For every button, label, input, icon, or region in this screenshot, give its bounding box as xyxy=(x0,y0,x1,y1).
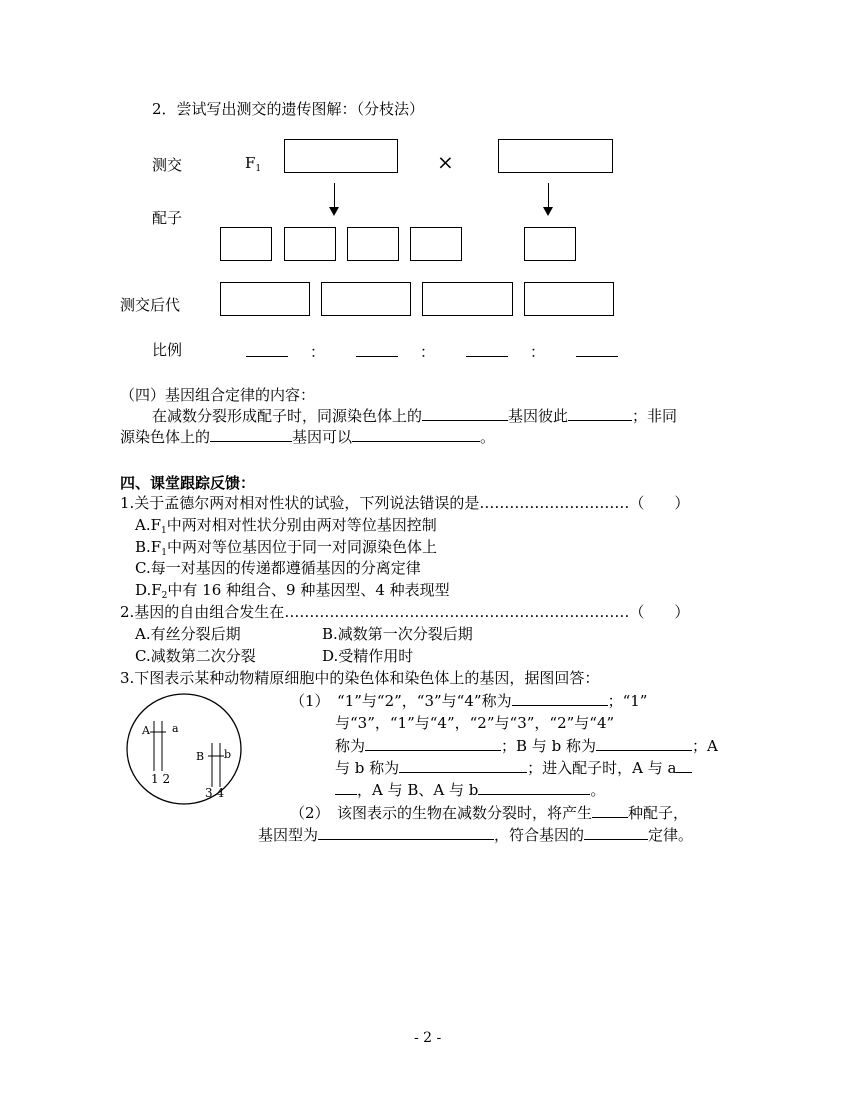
section4-blank-2[interactable] xyxy=(568,405,632,421)
ratio-colon-1: ： xyxy=(310,343,326,361)
page-number: - 2 - xyxy=(414,1030,442,1046)
q3-blank-5a[interactable] xyxy=(676,757,692,773)
q1-d-text: 中有 16 种组合、9 种基因型、4 种表现型 xyxy=(167,581,450,599)
diagram-label-B: B xyxy=(196,750,205,763)
q3-p1-line3-text-b: ；B 与 b 称为 xyxy=(501,737,596,755)
q3-blank-2[interactable] xyxy=(365,735,501,751)
offspring-box-1[interactable] xyxy=(220,282,310,316)
offspring-box-4[interactable] xyxy=(524,282,614,316)
q3-p1-line3 xyxy=(335,735,718,756)
q3-p1-line5 xyxy=(335,779,605,800)
q3-p2-line2-text-b: ，符合基因的 xyxy=(494,826,585,844)
cross-sign: × xyxy=(437,150,454,174)
q1-b-prefix: B.F xyxy=(135,538,162,556)
q1-d-subscript: 2 xyxy=(161,591,168,601)
gamete-box-1[interactable] xyxy=(220,227,272,261)
diagram-label-34: 3 4 xyxy=(205,786,225,800)
row-label-offspring: 测交后代 xyxy=(120,296,181,314)
section2-heading: 2．尝试写出测交的遗传图解：（分枝法） xyxy=(152,100,425,118)
q3-p1-line1-text-a: （1） “1”与“2”，“3”与“4”称为 xyxy=(290,692,512,710)
q3-p2-line2 xyxy=(258,824,693,845)
q1-b-text: 中两对等位基因位于同一对同源染色体上 xyxy=(166,538,437,556)
ratio-colon-2: ： xyxy=(420,343,436,361)
ratio-blank-3[interactable] xyxy=(466,355,508,357)
section4-heading: （四）基因组合定律的内容： xyxy=(120,386,316,404)
diagram-label-A: A xyxy=(142,724,150,737)
f1-subscript: 1 xyxy=(255,164,262,174)
q3-blank-3[interactable] xyxy=(596,735,692,751)
q1-d-prefix: D.F xyxy=(135,581,162,599)
q2-option-b[interactable]: B.减数第一次分裂后期 xyxy=(322,625,473,643)
q3-p1-line3-text-a: 称为 xyxy=(335,737,366,755)
q3-blank-8[interactable] xyxy=(318,824,494,840)
q1-a-subscript: 1 xyxy=(161,526,167,536)
q2-stem: 2.基因的自由组合发生在……………………………………………………………（ ） xyxy=(120,603,690,621)
gamete-box-5[interactable] xyxy=(524,227,576,261)
arrow-right-head xyxy=(543,207,553,216)
section4-blank-3[interactable] xyxy=(210,426,292,442)
q3-blank-5b[interactable] xyxy=(335,779,357,795)
offspring-box-3[interactable] xyxy=(422,282,513,316)
q1-option-b[interactable] xyxy=(135,536,437,557)
section4-line2-text-a: 源染色体上的 xyxy=(120,428,211,446)
section4-line1-text-b: 基因彼此 xyxy=(508,407,569,425)
section4-blank-1[interactable] xyxy=(422,405,508,421)
diagram-label-12: 1 2 xyxy=(151,772,171,786)
f1-genotype-box-left[interactable] xyxy=(284,139,398,173)
f1-label xyxy=(245,154,261,172)
q3-p2-line2-text-a: 基因型为 xyxy=(258,826,319,844)
q3-p1-line5-text-b: 。 xyxy=(590,781,606,799)
row-label-ratio: 比例 xyxy=(152,341,183,359)
q3-p1-line1-text-b: ；“1” xyxy=(607,692,648,710)
section4-line1-text-a: 在减数分裂形成配子时，同源染色体上的 xyxy=(152,407,423,425)
f1-text: F xyxy=(245,154,256,172)
offspring-box-2[interactable] xyxy=(321,282,411,316)
q1-option-d[interactable] xyxy=(135,579,450,600)
ratio-colon-3: ： xyxy=(530,343,546,361)
q3-blank-4[interactable] xyxy=(399,757,527,773)
q3-stem: 3.下图表示某种动物精原细胞中的染色体和染色体上的基因，据图回答： xyxy=(120,669,600,687)
q1-stem: 1.关于孟德尔两对相对性状的试验，下列说法错误的是…………………………（ ） xyxy=(120,494,690,512)
gamete-box-2[interactable] xyxy=(284,227,336,261)
q1-option-c[interactable]: C.每一对基因的传递都遵循基因的分离定律 xyxy=(135,559,421,577)
arrow-left-line xyxy=(334,183,335,208)
row-label-gamete: 配子 xyxy=(152,209,183,227)
f1-genotype-box-right[interactable] xyxy=(498,139,613,173)
q3-blank-9[interactable] xyxy=(584,824,648,840)
q3-blank-6[interactable] xyxy=(478,779,590,795)
feedback-heading: 四、课堂跟踪反馈： xyxy=(120,474,256,492)
gamete-box-4[interactable] xyxy=(410,227,462,261)
section4-line2-text-b: 基因可以 xyxy=(292,428,353,446)
q1-a-text: 中两对相对性状分别由两对等位基因控制 xyxy=(166,516,437,534)
q3-p1-line3-text-c: ；A xyxy=(691,737,718,755)
section4-blank-4[interactable] xyxy=(352,426,480,442)
q3-p1-line4 xyxy=(335,757,692,778)
q2-option-a[interactable]: A.有丝分裂后期 xyxy=(135,625,241,643)
arrow-right-line xyxy=(548,183,549,208)
q1-b-subscript: 1 xyxy=(161,548,167,558)
section4-line1 xyxy=(152,405,677,426)
q1-option-a[interactable] xyxy=(135,514,437,535)
q3-p2-line2-text-c: 定律。 xyxy=(648,826,694,844)
section4-line2 xyxy=(120,426,495,447)
q3-p2-line1-text-a: （2） 该图表示的生物在减数分裂时，将产生 xyxy=(290,804,593,822)
section4-line1-text-c: ；非同 xyxy=(632,407,678,425)
q3-p2-line1 xyxy=(290,802,688,823)
diagram-label-a: a xyxy=(172,722,179,735)
ratio-blank-4[interactable] xyxy=(576,355,618,357)
arrow-left-head xyxy=(329,207,339,216)
q3-p1-line2: 与“3”，“1”与“4”，“2”与“3”，“2”与“4” xyxy=(335,714,615,732)
section4-line2-text-c: 。 xyxy=(480,428,496,446)
q3-p1-line1 xyxy=(290,690,647,711)
ratio-blank-2[interactable] xyxy=(356,355,398,357)
q1-a-prefix: A.F xyxy=(135,516,162,534)
row-label-testcross: 测交 xyxy=(152,156,183,174)
q3-blank-7[interactable] xyxy=(592,802,628,818)
q2-option-d[interactable]: D.受精作用时 xyxy=(322,647,414,665)
q3-p2-line1-text-b: 种配子， xyxy=(628,804,689,822)
q3-p1-line4-text-a: 与 b 称为 xyxy=(335,759,400,777)
ratio-blank-1[interactable] xyxy=(246,355,288,357)
q3-p1-line4-text-b: ；进入配子时，A 与 a xyxy=(527,759,677,777)
q2-option-c[interactable]: C.减数第二次分裂 xyxy=(135,647,256,665)
gamete-box-3[interactable] xyxy=(347,227,399,261)
q3-blank-1[interactable] xyxy=(512,690,608,706)
diagram-label-b: b xyxy=(224,748,232,761)
q3-p1-line5-text-a: ，A 与 B、A 与 b xyxy=(357,781,479,799)
